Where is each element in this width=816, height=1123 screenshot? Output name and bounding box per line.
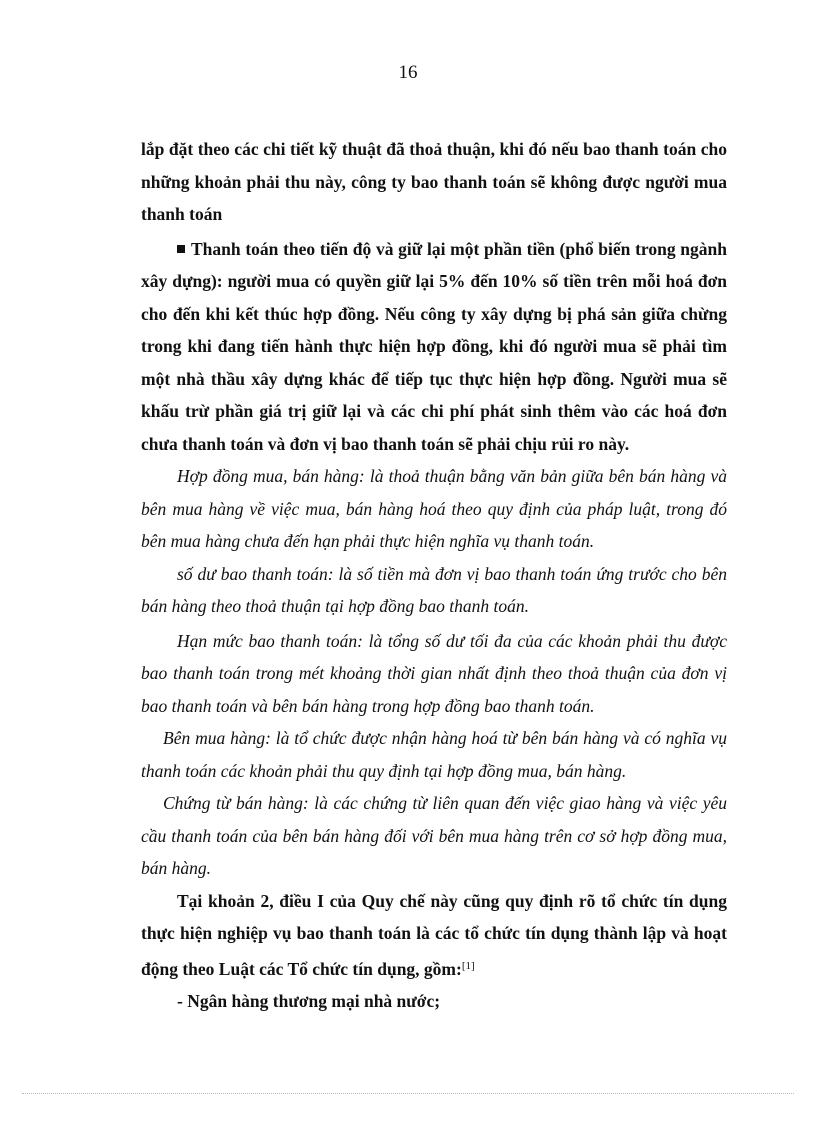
page-number: 16 (398, 62, 418, 83)
paragraph-sales-documents: Chứng từ bán hàng: là các chứng từ liên quan đến việc giao hàng và việc yêu cầu thanh toán của bên bán hàng đối với bên mua hàng trên cơ sở hợp đồng mua, bán hàng. (141, 793, 727, 878)
page-bottom-divider (22, 1093, 794, 1094)
bullet-text: Thanh toán theo tiến độ và giữ lại một phần tiền (phổ biến trong ngành xây dựng): người mua có quyền giữ lại 5% đến 10% số tiền trên mỗi hoá đơn cho đến khi kết thúc hợp đồng. Nếu công ty xây dựng bị phá sản giữa chừng trong khi đang tiến hành thực hiện hợp đồng, khi đó người mua sẽ phải tìm một nhà thầu xây dựng khác để tiếp tục thực hiện hợp đồng. Người mua sẽ khấu trừ phần giá trị giữ lại và các chi phí phát sinh thêm vào các hoá đơn chưa thanh toán và đơn vị bao thanh toán sẽ phải chịu rủi ro này. (141, 238, 727, 454)
paragraph-bullet-progress-payment (141, 233, 727, 461)
square-bullet-icon (177, 245, 185, 253)
document-body (141, 133, 727, 1018)
paragraph-regulation (141, 885, 727, 986)
paragraph-buyer: Bên mua hàng: là tổ chức được nhận hàng hoá từ bên bán hàng và có nghĩa vụ thanh toán các khoản phải thu quy định tại hợp đồng mua, bán hàng. (141, 728, 727, 781)
paragraph-sales-contract: Hợp đồng mua, bán hàng: là thoả thuận bằng văn bản giữa bên bán hàng và bên mua hàng về việc mua, bán hàng hoá theo quy định của pháp luật, trong đó bên mua hàng chưa đến hạn phải thực hiện nghĩa vụ thanh toán. (141, 466, 727, 551)
footnote-reference: [1] (461, 959, 475, 972)
paragraph-factoring-limit: Hạn mức bao thanh toán: là tổng số dư tối đa của các khoản phải thu được bao thanh toán trong mét khoảng thời gian nhất định theo thoả thuận của đơn vị bao thanh toán và bên bán hàng trong hợp đồng bao thanh toán. (141, 630, 727, 716)
regulation-text: Tại khoản 2, điều I của Quy chế này cũng quy định rõ tổ chức tín dụng thực hiện nghiệp vụ bao thanh toán là các tổ chức tín dụng thành lập và hoạt động theo Luật các Tổ chức tín dụng, gồm: (141, 890, 727, 979)
list-item-state-bank: - Ngân hàng thương mại nhà nước; (177, 991, 441, 1011)
paragraph-factoring-balance: số dư bao thanh toán: là số tiền mà đơn vị bao thanh toán ứng trước cho bên bán hàng theo thoả thuận tại hợp đồng bao thanh toán. (141, 563, 727, 616)
paragraph-continuation: lắp đặt theo các chi tiết kỹ thuật đã thoả thuận, khi đó nếu bao thanh toán cho những khoản phải thu này, công ty bao thanh toán sẽ không được người mua thanh toán (141, 139, 727, 224)
